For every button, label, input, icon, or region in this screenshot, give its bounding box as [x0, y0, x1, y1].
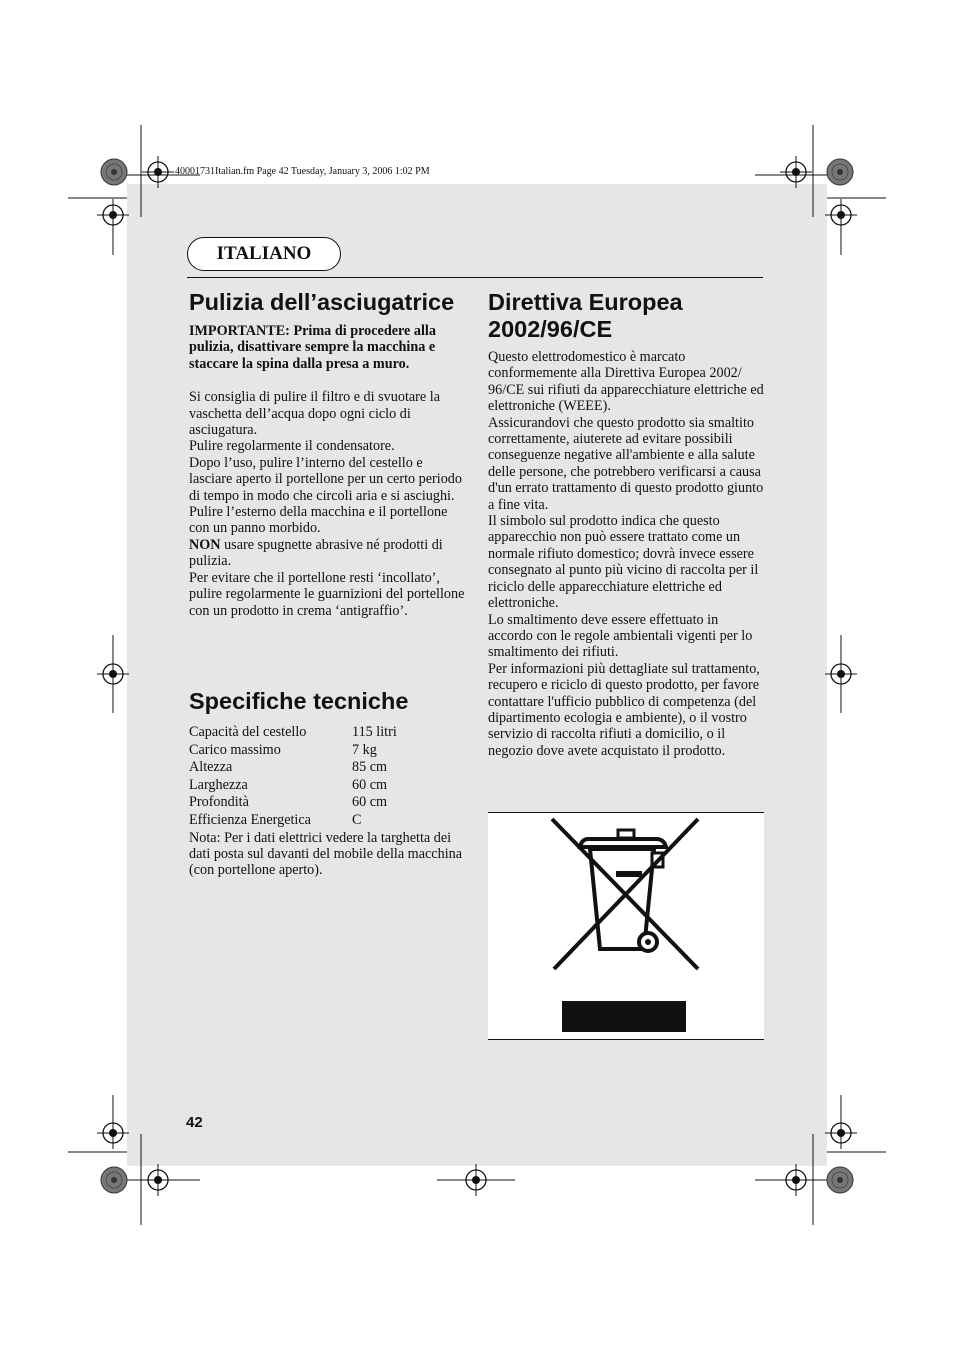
language-tab: ITALIANO	[187, 237, 341, 271]
page-number: 42	[186, 1114, 203, 1131]
specs-title: Specifiche tecniche	[189, 688, 409, 714]
cleaning-title: Pulizia dell’asciugatrice	[189, 289, 455, 315]
cleaning-section	[189, 289, 465, 619]
directive-paragraph: Lo smaltimento deve essere effettuato in accordo con le regole ambientali vigenti per lo smaltimento dei rifiuti.	[488, 611, 753, 661]
directive-paragraph: Per informazioni più dettagliate sul trattamento, recupero e riciclo di questo prodotto, per favore contattare l'ufficio pubblico di competenza (del dipartimento ecologia e ambiente), o il vostro servizio di raccolta rifiuti a domicilio, o il negozio dove avete acquistato il prodotto.	[488, 660, 760, 759]
weee-symbol-box	[488, 812, 764, 1040]
non-emphasis: NON	[189, 536, 221, 553]
specs-note: Nota: Per i dati elettrici vedere la targhetta dei dati posta sul davanti del mobile della macchina (con portellone aperto).	[189, 829, 463, 879]
spec-value: 60 cm	[352, 776, 388, 793]
directive-title	[488, 289, 764, 343]
directive-title-line1: Direttiva Europea	[488, 289, 683, 315]
cleaning-paragraph: Pulire regolarmente il condensatore.	[189, 438, 395, 455]
header-rule	[187, 277, 763, 278]
spec-label: Larghezza	[189, 776, 248, 793]
directive-title-line2: 2002/96/CE	[488, 316, 613, 342]
table-row	[189, 777, 397, 795]
specs-table	[189, 724, 397, 830]
cleaning-warning-paragraph	[189, 537, 465, 570]
cleaning-paragraph: Si consiglia di pulire il filtro e di svuotare la vaschetta dell’acqua dopo ogni ciclo di asciugatura.	[189, 389, 440, 439]
table-row	[189, 742, 397, 760]
table-row	[189, 794, 397, 812]
spec-label: Capacità del cestello	[189, 724, 307, 740]
table-row	[189, 724, 397, 742]
directive-section	[488, 289, 764, 759]
crossed-out-wheelie-bin-icon	[488, 813, 762, 1039]
spec-label: Altezza	[189, 759, 233, 776]
spec-value: C	[352, 811, 362, 828]
file-info-header: 40001731Italian.fm Page 42 Tuesday, January 3, 2006 1:02 PM	[175, 166, 430, 177]
directive-paragraph: Questo elettrodomestico è marcato conformemente alla Direttiva Europea 2002/ 96/CE sui rifiuti da apparecchiature elettriche ed elettroniche (WEEE).	[488, 349, 764, 415]
directive-paragraph: Il simbolo sul prodotto indica che questo apparecchio non può essere trattato come un normale rifiuto domestico; dovrà invece essere consegnato al punto più vicino di raccolta per il riciclo delle apparecchiature elettriche ed elettroniche.	[488, 513, 759, 612]
spec-value: 115 litri	[352, 724, 397, 740]
cleaning-paragraph: Per evitare che il portellone resti ‘incollato’, pulire regolarmente le guarnizioni del portellone con un prodotto in crema ‘antigraffio’.	[189, 569, 465, 619]
spec-value: 85 cm	[352, 759, 388, 776]
spec-label: Efficienza Energetica	[189, 811, 311, 828]
spec-label: Carico massimo	[189, 741, 281, 758]
table-row	[189, 812, 397, 830]
spec-label: Profondità	[189, 794, 249, 811]
spec-value: 60 cm	[352, 794, 388, 811]
table-row	[189, 759, 397, 777]
spec-value: 7 kg	[352, 741, 377, 758]
cleaning-important-note: IMPORTANTE: Prima di procedere alla pulizia, disattivare sempre la macchina e staccare la spina dalla presa a muro.	[189, 323, 436, 372]
specs-section	[189, 688, 465, 879]
cleaning-paragraph: Pulire l’esterno della macchina e il portellone con un panno morbido.	[189, 504, 448, 537]
directive-paragraph: Assicurandovi che questo prodotto sia smaltito correttamente, aiuterete ad evitare possibili conseguenze negative all'ambiente e alla salute delle persone, che potrebbero verificarsi a causa d'un errato trattamento di questo prodotto giunto a fine vita.	[488, 414, 764, 513]
cleaning-paragraph: Dopo l’uso, pulire l’interno del cestello e lasciare aperto il portellone per un certo periodo di tempo in modo che circoli aria e si asciughi.	[189, 454, 462, 504]
non-rest-text: usare spugnette abrasive né prodotti di pulizia.	[189, 536, 443, 570]
